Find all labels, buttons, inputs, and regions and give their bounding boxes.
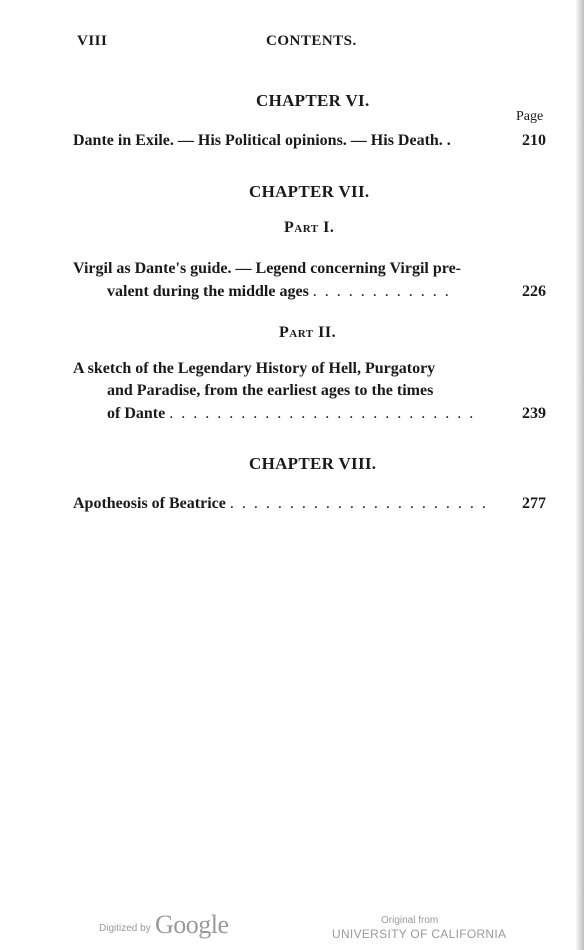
part-2-entry-line-2: and Paradise, from the earliest ages to the times [107,382,434,399]
part-2-leader-dots: . . . . . . . . . . . . . . . . . . . . . . . . . . [169,405,476,422]
part-1-leader-dots: . . . . . . . . . . . . [312,283,451,300]
chapter-vi-heading: CHAPTER VI. [256,91,370,110]
chapter-viii-leader-dots: . . . . . . . . . . . . . . . . . . . . . . [229,495,488,512]
google-logo: Google [155,910,229,939]
chapter-vii-part-1-heading: Part I. [284,219,335,236]
original-from-label: Original from [381,915,439,926]
university-label: UNIVERSITY OF CALIFORNIA [332,927,507,941]
page-column-label: Page [516,109,544,124]
chapter-vi-page-number: 210 [522,132,546,149]
chapter-vii-part-2-heading: Part II. [279,324,337,341]
part-1-page-number: 226 [522,283,546,300]
page-edge-shadow [575,0,584,950]
part-2-page-number: 239 [522,405,546,422]
part-2-entry-line-3 [107,405,475,423]
chapter-viii-entry-line [73,495,488,513]
part-1-entry-line-1: Virgil as Dante's guide. — Legend concerning Virgil pre- [73,260,461,277]
part-1-entry-line-2 [107,283,451,301]
running-head-title: CONTENTS. [266,33,357,49]
chapter-vii-heading: CHAPTER VII. [249,182,370,201]
chapter-vi-entry: Dante in Exile. — His Political opinions. — His Death. . [73,132,451,149]
running-head-page-number: VIII [77,33,108,49]
chapter-viii-heading: CHAPTER VIII. [249,454,377,473]
chapter-viii-entry-text: Apotheosis of Beatrice [73,495,226,512]
part-2-entry-text: of Dante [107,405,166,422]
part-1-entry-text: valent during the middle ages [107,283,309,300]
digitized-by-label: Digitized by [99,923,151,934]
chapter-viii-page-number: 277 [522,495,546,512]
part-2-entry-line-1: A sketch of the Legendary History of Hell, Purgatory [73,360,436,377]
